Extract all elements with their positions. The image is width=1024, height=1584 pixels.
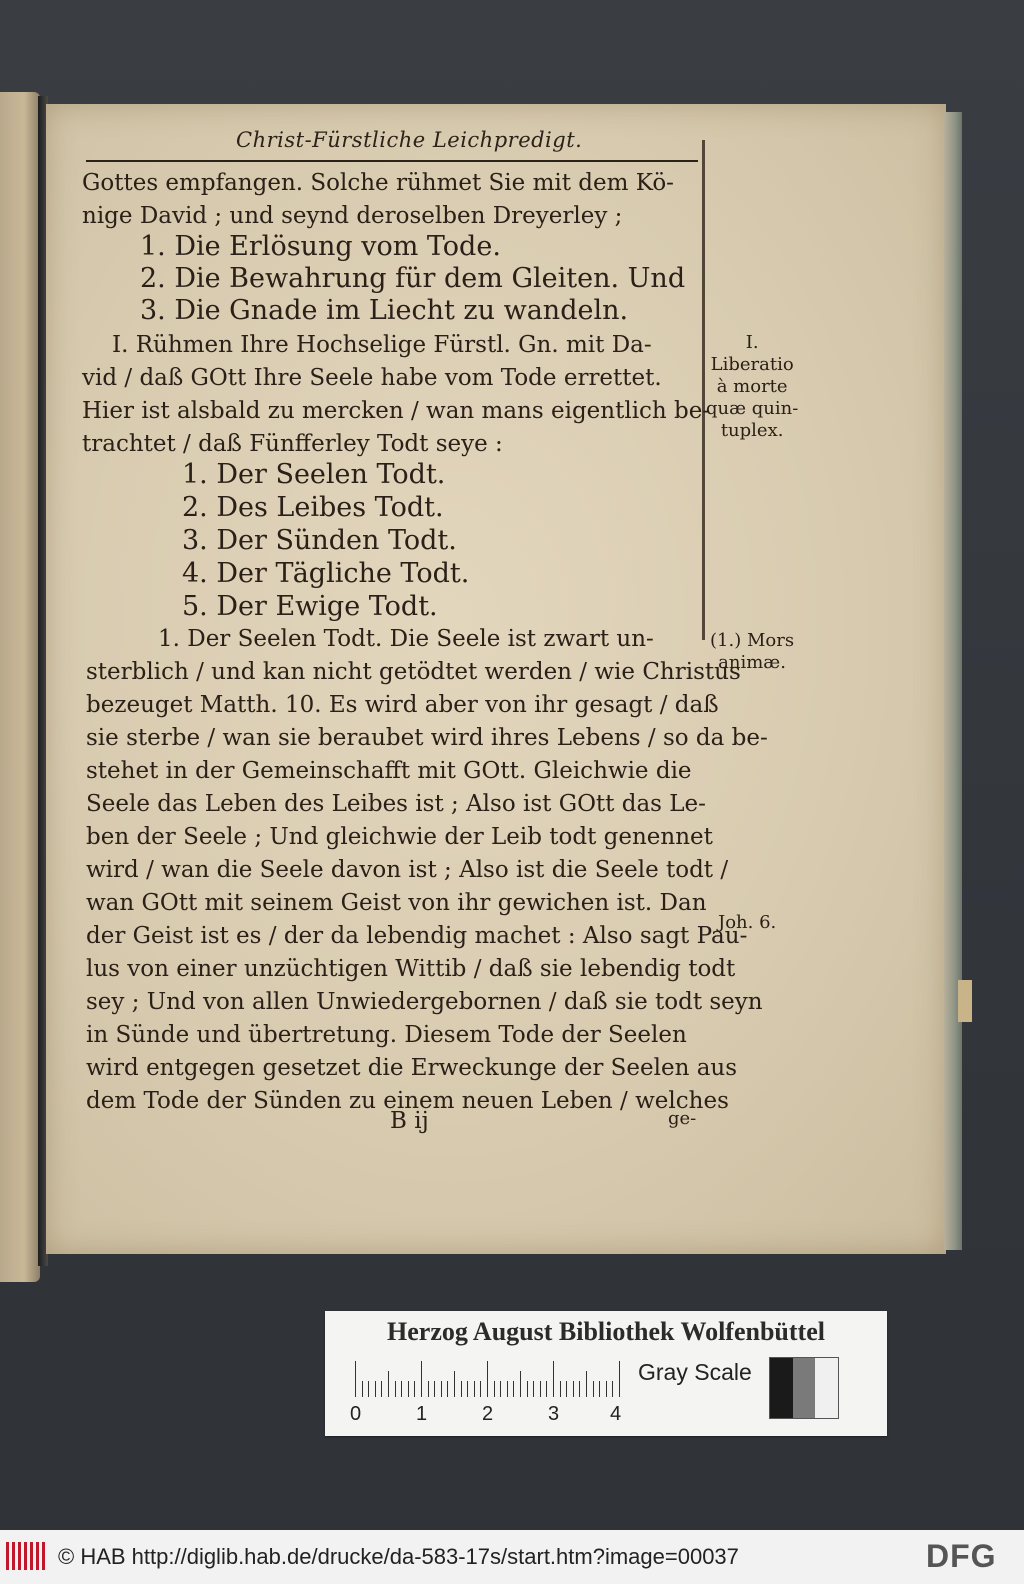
hab-logo-icon	[6, 1542, 46, 1570]
margin-note-joh	[718, 912, 776, 934]
footer-credit: © HAB http://diglib.hab.de/drucke/da-583-17s/start.htm?image=00037	[58, 1544, 739, 1569]
text-line: dem Tode der Sünden zu einem neuen Leben / welches	[86, 1088, 729, 1114]
margin-note-line: Joh. 6.	[718, 912, 777, 933]
ruler-tick	[599, 1381, 600, 1397]
text-line: der Geist ist es / der da lebendig machet : Also sagt Pau-	[86, 923, 748, 949]
ruler-tick	[375, 1381, 376, 1397]
ruler-tick	[434, 1381, 435, 1397]
ruler-tick	[507, 1381, 508, 1397]
ruler-tick	[447, 1381, 448, 1397]
ruler-tick	[527, 1381, 528, 1397]
ruler-tick	[560, 1381, 561, 1397]
catchword: ge-	[668, 1108, 697, 1129]
text-line: 1. Die Erlösung vom Tode.	[140, 231, 501, 262]
ruler-tick	[454, 1371, 455, 1397]
text-line: Seele das Leben des Leibes ist ; Also ist GOtt das Le-	[86, 791, 706, 817]
ruler-tick	[467, 1381, 468, 1397]
scale-number: 2	[482, 1403, 494, 1425]
text-line: Gottes empfangen. Solche rühmet Sie mit dem Kö-	[82, 170, 674, 196]
text-line: 2. Die Bewahrung für dem Gleiten. Und	[140, 263, 686, 294]
text-line: wird / wan die Seele davon ist ; Also ist die Seele todt /	[86, 857, 729, 883]
text-line: in Sünde und übertretung. Diesem Tode der Seelen	[86, 1022, 687, 1048]
margin-note-line: à morte	[716, 376, 788, 397]
gray-swatch-mid	[793, 1358, 816, 1418]
text-line: 1. Der Seelen Todt.	[182, 459, 446, 490]
margin-note-line: animæ.	[718, 652, 786, 673]
margin-note-line: Liberatio	[710, 354, 794, 375]
ruler-tick	[546, 1381, 547, 1397]
text-line: ben der Seele ; Und gleichwie der Leib todt genennet	[86, 824, 713, 850]
ruler-tick	[553, 1361, 554, 1397]
ruler-tick	[513, 1381, 514, 1397]
margin-column-rule	[702, 140, 705, 640]
text-line: vid / daß GOtt Ihre Seele habe vom Tode errettet.	[82, 365, 662, 391]
ruler-tick	[421, 1361, 422, 1397]
text-line: sie sterbe / wan sie beraubet wird ihres Lebens / so da be-	[86, 725, 768, 751]
margin-note-line: I.	[745, 332, 759, 353]
text-line: lus von einer unzüchtigen Wittib / daß sie lebendig todt	[86, 956, 736, 982]
text-line: Hier ist alsbald zu mercken / wan mans eigentlich be-	[82, 398, 711, 424]
gray-scale-label: Gray Scale	[638, 1359, 752, 1385]
footer-bar	[0, 1530, 1024, 1584]
text-line: wan GOtt mit seinem Geist von ihr gewichen ist. Dan	[86, 890, 707, 916]
scale-number: 4	[610, 1403, 622, 1425]
ruler-tick	[573, 1381, 574, 1397]
text-line: sterblich / und kan nicht getödtet werden / wie Christus	[86, 659, 741, 685]
text-line: 5. Der Ewige Todt.	[182, 591, 438, 622]
ruler-tick	[395, 1381, 396, 1397]
ruler-tick	[593, 1381, 594, 1397]
margin-note-line: quæ quin-	[706, 398, 799, 419]
ruler-tick	[520, 1371, 521, 1397]
text-line: I. Rühmen Ihre Hochselige Fürstl. Gn. mit Da-	[112, 332, 652, 358]
ruler-tick	[401, 1381, 402, 1397]
margin-note-liberatio	[706, 332, 798, 442]
ruler-tick	[428, 1381, 429, 1397]
margin-note-mors-animae	[710, 630, 794, 674]
ruler-tick	[362, 1381, 363, 1397]
signature-mark: B ij	[390, 1108, 429, 1134]
text-line: 1. Der Seelen Todt. Die Seele ist zwart un-	[158, 626, 654, 652]
library-title: Herzog August Bibliothek Wolfenbüttel	[387, 1317, 825, 1346]
scale-ruler	[355, 1361, 625, 1397]
facing-page-edge	[0, 92, 40, 1282]
text-line: 3. Die Gnade im Liecht zu wandeln.	[140, 295, 629, 326]
ruler-tick	[388, 1371, 389, 1397]
ruler-tick	[381, 1381, 382, 1397]
ruler-tick	[414, 1381, 415, 1397]
gray-swatch-white	[815, 1358, 838, 1418]
dfg-logo: DFG	[926, 1538, 997, 1574]
ruler-tick	[461, 1381, 462, 1397]
margin-note-line: tuplex.	[720, 420, 784, 441]
text-line: 4. Der Tägliche Todt.	[182, 558, 470, 589]
ruler-tick	[533, 1381, 534, 1397]
page-fore-edge	[944, 112, 962, 1250]
text-line: bezeuget Matth. 10. Es wird aber von ihr gesagt / daß	[86, 692, 719, 718]
text-line: stehet in der Gemeinschafft mit GOtt. Gleichwie die	[86, 758, 692, 784]
ruler-tick	[612, 1381, 613, 1397]
text-line: trachtet / daß Fünfferley Todt seye :	[82, 431, 503, 457]
scale-number: 3	[548, 1403, 560, 1425]
gray-scale-swatches	[769, 1357, 839, 1419]
text-line: nige David ; und seynd deroselben Dreyerley ;	[82, 203, 623, 229]
ruler-tick	[500, 1381, 501, 1397]
scale-number: 1	[416, 1403, 428, 1425]
running-head: Christ-Fürstliche Leichpredigt.	[236, 128, 583, 152]
ruler-tick	[619, 1361, 620, 1397]
margin-note-line: (1.) Mors	[710, 630, 795, 651]
ruler-tick	[579, 1381, 580, 1397]
ruler-tick	[474, 1381, 475, 1397]
text-line: 3. Der Sünden Todt.	[182, 525, 457, 556]
ruler-tick	[494, 1381, 495, 1397]
text-line: wird entgegen gesetzet die Erweckunge der Seelen aus	[86, 1055, 738, 1081]
paper-tab	[958, 980, 972, 1022]
ruler-tick	[586, 1371, 587, 1397]
ruler-tick	[368, 1381, 369, 1397]
ruler-tick	[606, 1381, 607, 1397]
ruler-tick	[540, 1381, 541, 1397]
text-line: sey ; Und von allen Unwiedergebornen / daß sie todt seyn	[86, 989, 763, 1015]
scale-number: 0	[350, 1403, 362, 1425]
ruler-tick	[566, 1381, 567, 1397]
ruler-tick	[441, 1381, 442, 1397]
color-chart	[325, 1311, 887, 1436]
text-line: 2. Des Leibes Todt.	[182, 492, 444, 523]
ruler-tick	[355, 1361, 356, 1397]
ruler-tick	[487, 1361, 488, 1397]
ruler-tick	[480, 1381, 481, 1397]
head-rule	[86, 160, 698, 162]
gray-swatch-black	[770, 1358, 793, 1418]
ruler-tick	[408, 1381, 409, 1397]
